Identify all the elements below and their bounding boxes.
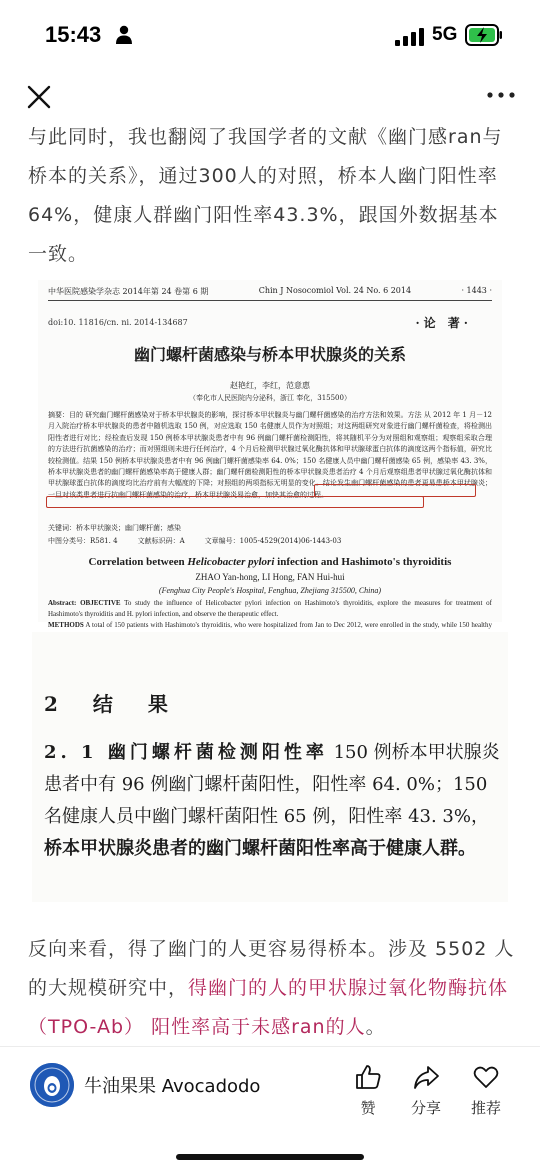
paper-class-info	[48, 536, 492, 546]
results-text: 150 例桥本甲状腺炎患者中有 96 例幽门螺杆菌阳性，阳性率 64. 0%；150 名健康人员中幽门螺杆菌阳性 65 例，阳性率 43. 3%，	[44, 742, 500, 827]
thumbs-up-icon	[354, 1063, 382, 1091]
share-button[interactable]	[396, 1063, 456, 1118]
heart-icon	[472, 1063, 500, 1091]
en-abstract-objective: OBJECTIVE	[76, 599, 121, 607]
battery-charging-icon	[465, 24, 503, 46]
article-number: 文章编号：1005-4529(2014)06-1443-03	[204, 537, 342, 545]
journal-header	[48, 286, 492, 301]
en-title-pre: Correlation between	[88, 556, 188, 568]
more-options-icon[interactable]	[486, 88, 516, 102]
conclusion-part-2: 甲状腺炎；一旦对该类患者进行抗幽门螺杆菌感染的治疗，桥本甲状腺炎易治愈，加快其治愈的过程。	[48, 479, 493, 499]
para2-highlight: 得幽门的人的甲状腺过氧化物酶抗体 （TPO-Ab） 阳性率高于未感ran的人	[28, 977, 509, 1038]
results-heading: 2 结 果	[44, 692, 182, 716]
account-avatar[interactable]	[30, 1063, 74, 1107]
paper-affiliation: （奉化市人民医院内分泌科，浙江 奉化，315500）	[189, 394, 351, 402]
status-time: 15:43	[45, 22, 102, 47]
status-bar	[0, 0, 540, 70]
article-type-tag: ·论 著·	[415, 316, 472, 330]
en-title-italic: Helicobacter pylori	[187, 556, 275, 568]
paper-english-title	[38, 556, 502, 568]
highlight-box-2	[46, 496, 424, 508]
like-button[interactable]	[338, 1063, 398, 1118]
abstract-text: 摘要：目的 研究幽门螺杆菌感染对于桥本甲状腺炎的影响，探讨桥本甲状腺炎与幽门螺杆菌感染的治疗方法和效果。方法 从 2012 年 1 月－12 月入院治疗桥本甲状腺炎的患者中随机选取 150 例，对应选取 150 名健康人员作为对照组；对这两组研究对象进行幽门螺杆菌检查，将检测出阳性者进行对比；经检查后发现 150 例桥本甲状腺炎患者中有 96 例幽门螺杆菌检测阳性，将其随机平分为对照组和观察组；观察组采取合理的方法进行抗菌感染的治疗；而对照组则未进行任何治疗，4 个月后检测甲状腺过氧化酶抗体和甲状腺球蛋白抗体的滴度这两个指标值，研究比较检测值。结果 150 例桥本甲状腺炎患者中有 96 例幽门螺杆菌感染率 64. 0%；150 名健康人员中幽门螺杆菌感染 65 例，感染率 43. 3%，桥本甲状腺炎患者的幽门螺杆菌感染率高于健康人群；幽门螺杆菌检测阳性的桥本甲状腺炎患者治疗 4 个月后观察组患者甲状腺过氧化酶抗体和甲状腺球蛋白抗体的滴度均比治疗前有大幅度的下降；对照组的两项指标无明显的变化。结论	[48, 411, 492, 488]
person-icon	[115, 25, 133, 45]
share-label: 分享	[410, 1099, 441, 1117]
journal-en: Chin J Nosocomiol Vol. 24 No. 6 2014	[258, 286, 412, 295]
en-abstract-text-2: A total of 150 patients with Hashimoto's thyroiditis, who were hospitalized from Jan to Dec 2012, were enrolled in the study, while 150 healthy	[85, 621, 492, 629]
bottom-action-bar	[0, 1046, 540, 1169]
recommend-button[interactable]	[456, 1063, 516, 1118]
network-type: 5G	[432, 24, 458, 45]
en-title-post: infection and Hashimoto's thyroiditis	[274, 556, 452, 568]
paper-abstract-image[interactable]	[38, 280, 502, 629]
nav-bar	[0, 72, 540, 120]
results-body	[44, 737, 502, 865]
paper-title: 幽门螺杆菌感染与桥本甲状腺炎的关系	[133, 345, 406, 364]
page-number: · 1443 ·	[461, 286, 492, 295]
conclusion-part-1: 发生幽门螺杆菌感染的患者更易患桥本	[336, 479, 457, 488]
paper-english-affiliation: (Fenghua City People's Hospital, Fenghua, Zhejiang 315500, China)	[158, 586, 382, 595]
paper-authors: 赵艳红，李红，范意惠	[230, 381, 310, 390]
paper-results-image[interactable]	[32, 632, 508, 902]
para2-suffix: 。	[365, 1016, 386, 1038]
recommend-label: 推荐	[470, 1099, 501, 1117]
class-number: 中图分类号：R581. 4	[48, 537, 118, 545]
paper-keywords: 关键词：桥本甲状腺炎；幽门螺杆菌；感染	[48, 524, 181, 532]
account-name[interactable]: 牛油果果 Avocadodo	[84, 1076, 261, 1097]
close-icon[interactable]	[24, 82, 54, 112]
home-indicator	[176, 1154, 364, 1160]
en-abstract-text: To study the influence of Helicobacter pylori infection on Hashimoto's thyroiditis, explore the measures for treatment of Hashimoto's thyroiditis and H. pylori infection, and observe the therapeutic effect.	[48, 599, 492, 618]
like-label: 赞	[360, 1099, 376, 1117]
results-conclusion: 桥本甲状腺炎患者的幽门螺杆菌阳性率高于健康人群。	[44, 838, 476, 859]
results-subheading: 2. 1 幽门螺杆菌检测阳性率	[44, 742, 328, 763]
journal-cn: 中华医院感染学杂志 2014年第 24 卷第 6 期	[48, 287, 209, 296]
en-abstract-methods: METHODS	[48, 621, 84, 629]
paper-english-authors: ZHAO Yan-hong, LI Hong, FAN Hui-hui	[195, 572, 345, 582]
en-abstract-label: Abstract:	[48, 599, 77, 607]
article-paragraph-1: 与此同时，我也翻阅了我国学者的文献《幽门感ran与桥本的关系》，通过300人的对照，桥本人幽门阳性率64%，健康人群幽门阳性率43.3%，跟国外数据基本一致。	[28, 126, 503, 265]
document-code: 文献标识码：A	[137, 537, 185, 545]
article-paragraph-2	[28, 930, 518, 1047]
para2-prefix: 反向来看，得了幽门的人更容易得桥本。涉及 5502 人的大规模研究中，	[28, 938, 515, 999]
doi: doi:10. 11816/cn. ni. 2014-134687	[48, 318, 188, 327]
share-icon	[412, 1063, 440, 1091]
signal-icon	[395, 28, 425, 46]
